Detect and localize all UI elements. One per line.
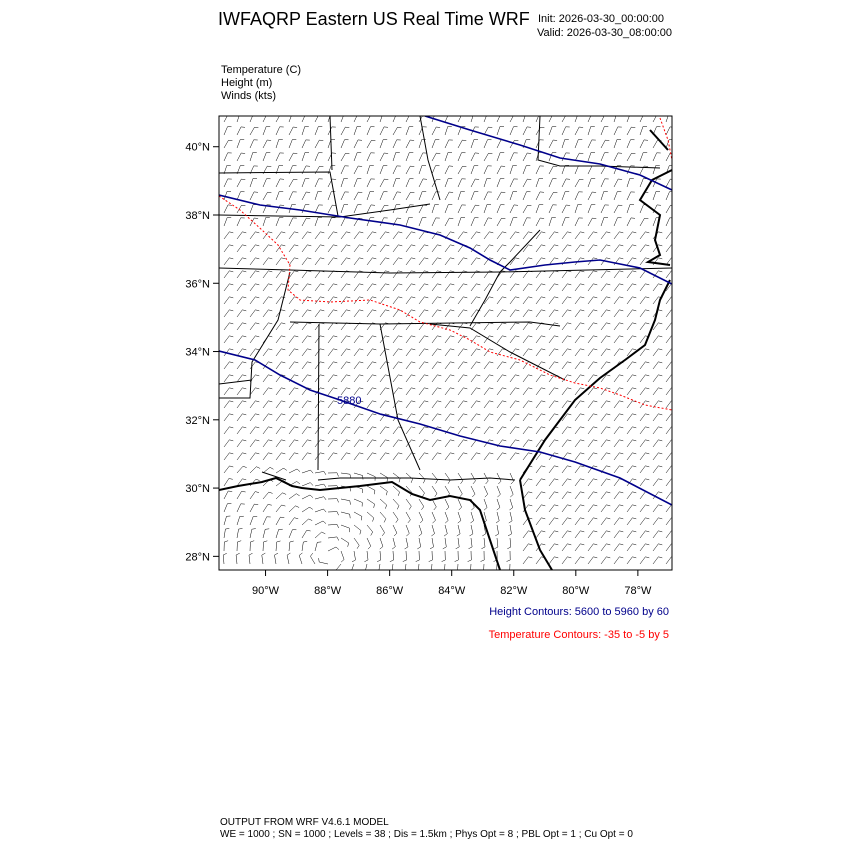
wind-barb-field <box>223 113 675 574</box>
lon-tick-label: 78°W <box>624 585 652 597</box>
height-contour-label: 5880 <box>337 395 362 407</box>
lat-tick-label: 40°N <box>185 141 210 154</box>
lon-tick-label: 80°W <box>562 585 590 597</box>
valid-time: Valid: 2026-03-30_08:00:00 <box>537 27 672 39</box>
map-frame <box>219 116 672 570</box>
height-contours-caption: Height Contours: 5600 to 5960 by 60 <box>489 606 669 618</box>
init-time: Init: 2026-03-30_00:00:00 <box>538 13 664 25</box>
lat-tick-label: 38°N <box>185 209 210 222</box>
latitude-axis <box>185 142 219 564</box>
state-borders <box>219 116 672 480</box>
lon-tick-label: 82°W <box>500 585 528 597</box>
field-label-winds: Winds (kts) <box>221 90 276 102</box>
plot-title: IWFAQRP Eastern US Real Time WRF <box>218 9 530 29</box>
field-label-height: Height (m) <box>221 77 273 89</box>
lon-tick-label: 88°W <box>314 585 342 597</box>
coastlines <box>219 130 672 570</box>
wind-barbs <box>223 113 675 574</box>
longitude-axis <box>252 570 652 597</box>
lat-tick-label: 32°N <box>185 414 210 427</box>
lon-tick-label: 86°W <box>376 585 404 597</box>
lat-tick-label: 34°N <box>185 346 210 359</box>
lon-tick-label: 84°W <box>438 585 466 597</box>
model-info-line2: WE = 1000 ; SN = 1000 ; Levels = 38 ; Dis = 1.5km ; Phys Opt = 8 ; PBL Opt = 1 ; Cu Opt = 0 <box>220 829 633 840</box>
model-info-line1: OUTPUT FROM WRF V4.6.1 MODEL <box>220 817 389 828</box>
field-label-temperature: Temperature (C) <box>221 64 302 76</box>
lon-tick-label: 90°W <box>252 585 280 597</box>
lat-tick-label: 36°N <box>185 278 210 291</box>
lat-tick-label: 30°N <box>185 483 210 496</box>
lat-tick-label: 28°N <box>185 551 210 564</box>
temperature-contours-caption: Temperature Contours: -35 to -5 by 5 <box>488 629 669 641</box>
